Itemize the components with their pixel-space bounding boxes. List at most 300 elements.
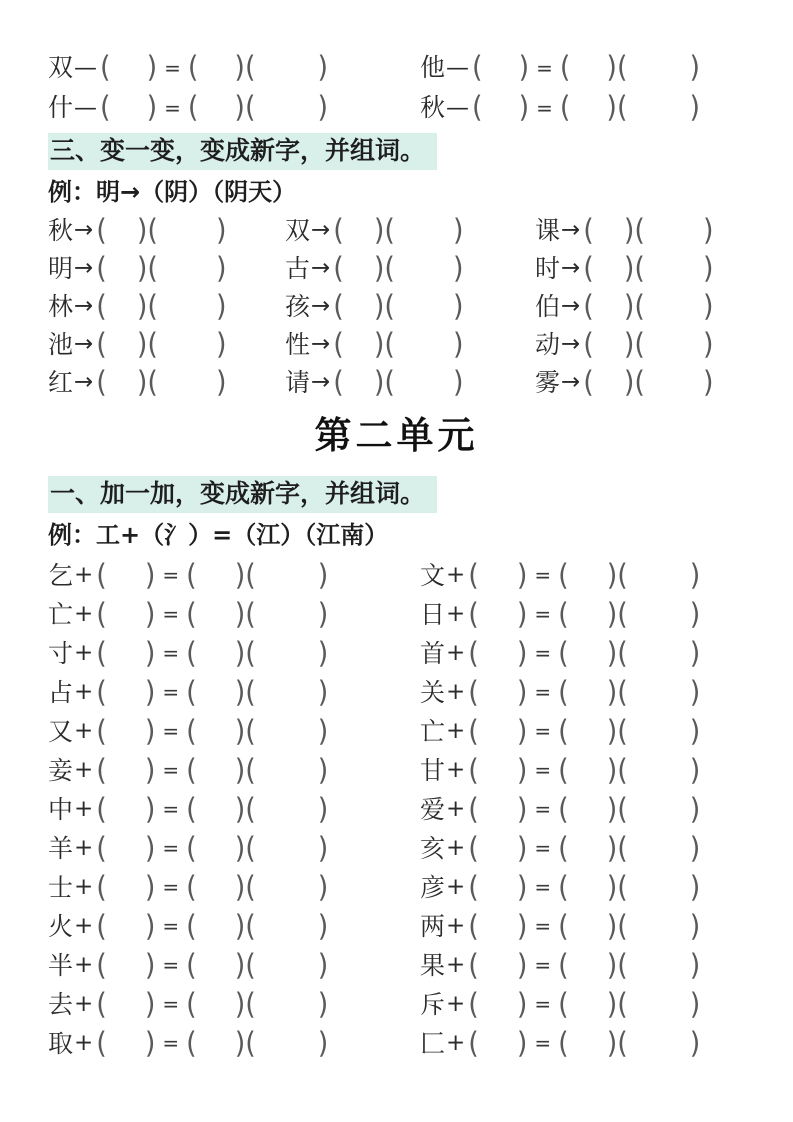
open-paren: ( bbox=[472, 90, 483, 125]
equals-glyph: = bbox=[162, 1031, 180, 1055]
blank-space bbox=[107, 1004, 145, 1005]
blank-parens bbox=[384, 214, 463, 247]
blank-space bbox=[158, 306, 216, 307]
blank-space bbox=[479, 614, 517, 615]
blank-parens bbox=[245, 794, 328, 825]
close-paren: ) bbox=[234, 792, 246, 827]
exercise-item bbox=[48, 716, 420, 747]
blank-space bbox=[107, 306, 137, 307]
blank-space bbox=[256, 614, 318, 615]
close-paren: ) bbox=[317, 50, 329, 85]
exercise-character: 匚 bbox=[420, 1029, 446, 1058]
blank-space bbox=[256, 1043, 318, 1044]
operator-glyph: → bbox=[311, 369, 331, 395]
operator-glyph: + bbox=[446, 835, 466, 861]
blank-space bbox=[107, 770, 145, 771]
close-paren: ) bbox=[623, 365, 635, 400]
blank-space bbox=[628, 653, 690, 654]
open-paren: ( bbox=[147, 289, 158, 324]
operator-glyph: + bbox=[446, 601, 466, 627]
exercise-character: 关 bbox=[420, 678, 446, 707]
exercise-item bbox=[420, 716, 745, 747]
blank-parens bbox=[617, 1028, 700, 1059]
unit2-title: 第二单元 bbox=[314, 414, 479, 457]
exercise-character: 秋 bbox=[48, 216, 74, 245]
blank-parens bbox=[617, 677, 700, 708]
open-paren: ( bbox=[558, 753, 569, 788]
blank-space bbox=[197, 692, 235, 693]
open-paren: ( bbox=[96, 831, 107, 866]
close-paren: ) bbox=[317, 987, 329, 1022]
blank-space bbox=[107, 653, 145, 654]
open-paren: ( bbox=[96, 714, 107, 749]
open-paren: ( bbox=[96, 597, 107, 632]
blank-parens bbox=[100, 50, 157, 86]
operator-glyph: + bbox=[446, 991, 466, 1017]
blank-space bbox=[479, 1004, 517, 1005]
close-paren: ) bbox=[317, 909, 329, 944]
exercise-character: 半 bbox=[48, 951, 74, 980]
close-paren: ) bbox=[606, 636, 618, 671]
equals-glyph: = bbox=[534, 563, 552, 587]
blank-parens bbox=[583, 214, 634, 247]
close-paren: ) bbox=[452, 327, 464, 362]
open-paren: ( bbox=[186, 987, 197, 1022]
open-paren: ( bbox=[186, 714, 197, 749]
blank-parens bbox=[617, 755, 700, 786]
open-paren: ( bbox=[468, 714, 479, 749]
close-paren: ) bbox=[702, 365, 714, 400]
blank-space bbox=[569, 848, 607, 849]
open-paren: ( bbox=[617, 1026, 628, 1061]
blank-parens bbox=[96, 560, 155, 591]
exercise-item bbox=[285, 290, 535, 323]
close-paren: ) bbox=[215, 213, 227, 248]
equals-glyph: = bbox=[162, 875, 180, 899]
close-paren: ) bbox=[234, 948, 246, 983]
blank-space bbox=[197, 965, 235, 966]
open-paren: ( bbox=[96, 675, 107, 710]
blank-space bbox=[479, 692, 517, 693]
blank-space bbox=[197, 887, 235, 888]
exercise-item bbox=[48, 989, 420, 1020]
blank-space bbox=[645, 306, 703, 307]
open-paren: ( bbox=[617, 909, 628, 944]
blank-space bbox=[483, 68, 519, 69]
open-paren: ( bbox=[96, 289, 107, 324]
exercise-character: 中 bbox=[48, 795, 74, 824]
exercise-item bbox=[48, 872, 420, 903]
blank-space bbox=[628, 731, 690, 732]
blank-parens bbox=[186, 1028, 245, 1059]
exercise-character: 性 bbox=[285, 330, 311, 359]
close-paren: ) bbox=[215, 365, 227, 400]
exercise-character: 孩 bbox=[285, 292, 311, 321]
open-paren: ( bbox=[384, 251, 395, 286]
open-paren: ( bbox=[468, 987, 479, 1022]
blank-space bbox=[628, 1043, 690, 1044]
open-paren: ( bbox=[96, 636, 107, 671]
exercise-item bbox=[48, 950, 420, 981]
exercise-character: 什 bbox=[48, 93, 74, 122]
operator-glyph: → bbox=[311, 217, 331, 243]
exercise-item bbox=[535, 366, 745, 399]
open-paren: ( bbox=[472, 50, 483, 85]
exercise-item bbox=[420, 1028, 745, 1059]
open-paren: ( bbox=[245, 987, 256, 1022]
exercise-item bbox=[48, 50, 420, 86]
close-paren: ) bbox=[144, 597, 156, 632]
blank-parens bbox=[617, 50, 700, 86]
operator-glyph: → bbox=[74, 293, 94, 319]
blank-space bbox=[197, 809, 235, 810]
open-paren: ( bbox=[186, 1026, 197, 1061]
blank-space bbox=[256, 68, 318, 69]
blank-parens bbox=[186, 872, 245, 903]
exercise-item bbox=[420, 755, 745, 786]
close-paren: ) bbox=[144, 948, 156, 983]
blank-parens bbox=[96, 328, 147, 361]
exercise-character: 寸 bbox=[48, 639, 74, 668]
blank-space bbox=[158, 382, 216, 383]
blank-parens bbox=[96, 872, 155, 903]
blank-space bbox=[569, 692, 607, 693]
close-paren: ) bbox=[234, 870, 246, 905]
close-paren: ) bbox=[234, 1026, 246, 1061]
exercise-character: 双 bbox=[48, 53, 74, 82]
blank-parens bbox=[617, 911, 700, 942]
close-paren: ) bbox=[623, 289, 635, 324]
operator-glyph: + bbox=[74, 991, 94, 1017]
blank-parens bbox=[245, 950, 328, 981]
exercise-character: 伯 bbox=[535, 292, 561, 321]
blank-space bbox=[197, 770, 235, 771]
open-paren: ( bbox=[245, 636, 256, 671]
blank-parens bbox=[96, 989, 155, 1020]
close-paren: ) bbox=[144, 558, 156, 593]
open-paren: ( bbox=[558, 831, 569, 866]
close-paren: ) bbox=[518, 90, 530, 125]
blank-parens bbox=[558, 911, 617, 942]
blank-space bbox=[395, 230, 453, 231]
open-paren: ( bbox=[100, 50, 111, 85]
open-paren: ( bbox=[333, 213, 344, 248]
close-paren: ) bbox=[623, 327, 635, 362]
close-paren: ) bbox=[689, 909, 701, 944]
operator-glyph: — bbox=[74, 55, 98, 81]
open-paren: ( bbox=[333, 289, 344, 324]
exercise-item bbox=[420, 989, 745, 1020]
close-paren: ) bbox=[234, 909, 246, 944]
open-paren: ( bbox=[100, 90, 111, 125]
blank-space bbox=[479, 575, 517, 576]
blank-space bbox=[344, 382, 374, 383]
blank-parens bbox=[472, 90, 529, 126]
blank-space bbox=[395, 382, 453, 383]
exercise-item bbox=[48, 252, 285, 285]
exercise-character: 亥 bbox=[420, 834, 446, 863]
close-paren: ) bbox=[689, 597, 701, 632]
exercise-item bbox=[48, 677, 420, 708]
exercise-item bbox=[48, 638, 420, 669]
open-paren: ( bbox=[468, 831, 479, 866]
blank-space bbox=[256, 965, 318, 966]
open-paren: ( bbox=[333, 327, 344, 362]
equals-glyph: = bbox=[536, 96, 553, 120]
exercise-item bbox=[48, 911, 420, 942]
blank-space bbox=[107, 268, 137, 269]
equals-glyph: = bbox=[534, 1031, 552, 1055]
blank-space bbox=[107, 926, 145, 927]
exercise-character: 他 bbox=[420, 53, 446, 82]
blank-space bbox=[107, 575, 145, 576]
blank-space bbox=[569, 926, 607, 927]
open-paren: ( bbox=[634, 289, 645, 324]
blank-parens bbox=[468, 560, 527, 591]
blank-parens bbox=[384, 328, 463, 361]
close-paren: ) bbox=[234, 558, 246, 593]
exercise-item bbox=[285, 328, 535, 361]
blank-space bbox=[628, 68, 690, 69]
blank-parens bbox=[617, 599, 700, 630]
equals-glyph: = bbox=[534, 602, 552, 626]
close-paren: ) bbox=[702, 327, 714, 362]
close-paren: ) bbox=[373, 327, 385, 362]
blank-space bbox=[256, 1004, 318, 1005]
blank-parens bbox=[188, 90, 245, 126]
open-paren: ( bbox=[617, 597, 628, 632]
exercise-character: 亡 bbox=[48, 600, 74, 629]
blank-space bbox=[197, 614, 235, 615]
open-paren: ( bbox=[333, 251, 344, 286]
exercise-item bbox=[48, 755, 420, 786]
blank-space bbox=[256, 575, 318, 576]
equals-glyph: = bbox=[534, 758, 552, 782]
blank-space bbox=[256, 848, 318, 849]
exercise-character: 时 bbox=[535, 254, 561, 283]
close-paren: ) bbox=[516, 675, 528, 710]
equals-glyph: = bbox=[164, 96, 181, 120]
open-paren: ( bbox=[616, 50, 628, 85]
exercise-character: 斥 bbox=[420, 990, 446, 1019]
blank-space bbox=[594, 230, 624, 231]
open-paren: ( bbox=[634, 251, 645, 286]
open-paren: ( bbox=[186, 597, 197, 632]
blank-parens bbox=[468, 755, 527, 786]
operator-glyph: + bbox=[74, 952, 94, 978]
blank-space bbox=[197, 1004, 235, 1005]
open-paren: ( bbox=[617, 675, 628, 710]
operator-glyph: + bbox=[74, 718, 94, 744]
equals-glyph: = bbox=[162, 836, 180, 860]
blank-space bbox=[479, 1043, 517, 1044]
blank-space bbox=[197, 1043, 235, 1044]
exercise-character: 动 bbox=[535, 330, 561, 359]
exercise-character: 火 bbox=[48, 912, 74, 941]
exercise-character: 日 bbox=[420, 600, 446, 629]
blank-parens bbox=[617, 872, 700, 903]
exercise-character: 红 bbox=[48, 368, 74, 397]
exercise-character: 去 bbox=[48, 990, 74, 1019]
open-paren: ( bbox=[186, 948, 197, 983]
exercise-item bbox=[48, 599, 420, 630]
blank-parens bbox=[245, 872, 328, 903]
blank-parens bbox=[147, 366, 226, 399]
close-paren: ) bbox=[516, 870, 528, 905]
blank-parens bbox=[245, 560, 328, 591]
close-paren: ) bbox=[144, 675, 156, 710]
close-paren: ) bbox=[516, 792, 528, 827]
exercise-item bbox=[420, 677, 745, 708]
exercise-character: 古 bbox=[285, 254, 311, 283]
blank-parens bbox=[468, 677, 527, 708]
exercise-item bbox=[48, 328, 285, 361]
exercise-item bbox=[285, 214, 535, 247]
blank-space bbox=[256, 108, 318, 109]
blank-space bbox=[107, 230, 137, 231]
close-paren: ) bbox=[689, 90, 701, 125]
exercise-character: 请 bbox=[285, 368, 311, 397]
blank-parens bbox=[634, 366, 713, 399]
close-paren: ) bbox=[136, 327, 148, 362]
open-paren: ( bbox=[558, 1026, 569, 1061]
blank-parens bbox=[617, 560, 700, 591]
blank-space bbox=[479, 770, 517, 771]
close-paren: ) bbox=[234, 831, 246, 866]
operator-glyph: + bbox=[446, 757, 466, 783]
open-paren: ( bbox=[616, 90, 628, 125]
operator-glyph: → bbox=[561, 369, 581, 395]
open-paren: ( bbox=[186, 870, 197, 905]
blank-space bbox=[628, 614, 690, 615]
exercise-character: 池 bbox=[48, 330, 74, 359]
open-paren: ( bbox=[245, 870, 256, 905]
blank-space bbox=[628, 848, 690, 849]
blank-parens bbox=[245, 599, 328, 630]
open-paren: ( bbox=[147, 251, 158, 286]
open-paren: ( bbox=[96, 213, 107, 248]
close-paren: ) bbox=[702, 213, 714, 248]
equals-glyph: = bbox=[162, 758, 180, 782]
blank-parens bbox=[468, 638, 527, 669]
operator-glyph: + bbox=[446, 562, 466, 588]
operator-glyph: + bbox=[74, 1030, 94, 1056]
equals-glyph: = bbox=[162, 641, 180, 665]
close-paren: ) bbox=[606, 714, 618, 749]
blank-parens bbox=[147, 214, 226, 247]
blank-parens bbox=[583, 366, 634, 399]
close-paren: ) bbox=[317, 597, 329, 632]
close-paren: ) bbox=[606, 558, 618, 593]
close-paren: ) bbox=[144, 792, 156, 827]
close-paren: ) bbox=[516, 597, 528, 632]
blank-parens bbox=[558, 638, 617, 669]
blank-space bbox=[197, 848, 235, 849]
blank-parens bbox=[617, 794, 700, 825]
close-paren: ) bbox=[623, 213, 635, 248]
blank-space bbox=[158, 344, 216, 345]
operator-glyph: — bbox=[446, 55, 470, 81]
open-paren: ( bbox=[583, 365, 594, 400]
blank-space bbox=[107, 1043, 145, 1044]
open-paren: ( bbox=[559, 50, 571, 85]
open-paren: ( bbox=[583, 251, 594, 286]
operator-glyph: → bbox=[74, 331, 94, 357]
blank-parens bbox=[468, 599, 527, 630]
close-paren: ) bbox=[516, 1026, 528, 1061]
exercise-item bbox=[420, 599, 745, 630]
close-paren: ) bbox=[215, 251, 227, 286]
operator-glyph: + bbox=[74, 796, 94, 822]
blank-space bbox=[569, 653, 607, 654]
blank-parens bbox=[468, 1028, 527, 1059]
close-paren: ) bbox=[317, 831, 329, 866]
close-paren: ) bbox=[606, 753, 618, 788]
close-paren: ) bbox=[373, 365, 385, 400]
close-paren: ) bbox=[317, 558, 329, 593]
exercise-item bbox=[420, 50, 745, 86]
blank-space bbox=[628, 809, 690, 810]
blank-parens bbox=[245, 638, 328, 669]
blank-space bbox=[111, 68, 147, 69]
open-paren: ( bbox=[245, 792, 256, 827]
open-paren: ( bbox=[617, 714, 628, 749]
blank-space bbox=[395, 344, 453, 345]
operator-glyph: + bbox=[446, 874, 466, 900]
blank-space bbox=[197, 926, 235, 927]
blank-parens bbox=[384, 290, 463, 323]
blank-parens bbox=[186, 950, 245, 981]
close-paren: ) bbox=[136, 251, 148, 286]
open-paren: ( bbox=[617, 753, 628, 788]
blank-parens bbox=[96, 252, 147, 285]
close-paren: ) bbox=[606, 831, 618, 866]
exercise-character: 课 bbox=[535, 216, 561, 245]
open-paren: ( bbox=[384, 289, 395, 324]
close-paren: ) bbox=[234, 636, 246, 671]
exercise-item bbox=[420, 872, 745, 903]
blank-space bbox=[158, 230, 216, 231]
add-exercise-grid bbox=[48, 560, 745, 1059]
close-paren: ) bbox=[146, 90, 158, 125]
open-paren: ( bbox=[617, 870, 628, 905]
exercise-item bbox=[285, 252, 535, 285]
exercise-character: 取 bbox=[48, 1029, 74, 1058]
open-paren: ( bbox=[468, 675, 479, 710]
blank-parens bbox=[468, 872, 527, 903]
exercise-item bbox=[420, 638, 745, 669]
close-paren: ) bbox=[516, 636, 528, 671]
blank-parens bbox=[558, 1028, 617, 1059]
exercise-character: 妾 bbox=[48, 756, 74, 785]
open-paren: ( bbox=[186, 675, 197, 710]
blank-parens bbox=[96, 214, 147, 247]
blank-parens bbox=[186, 599, 245, 630]
exercise-item bbox=[535, 214, 745, 247]
close-paren: ) bbox=[317, 714, 329, 749]
open-paren: ( bbox=[583, 327, 594, 362]
open-paren: ( bbox=[617, 558, 628, 593]
blank-space bbox=[197, 575, 235, 576]
blank-parens bbox=[96, 950, 155, 981]
open-paren: ( bbox=[96, 558, 107, 593]
equals-glyph: = bbox=[162, 563, 180, 587]
open-paren: ( bbox=[187, 90, 199, 125]
exercise-character: 雾 bbox=[535, 368, 561, 397]
open-paren: ( bbox=[96, 792, 107, 827]
exercise-character: 甘 bbox=[420, 756, 446, 785]
open-paren: ( bbox=[558, 870, 569, 905]
